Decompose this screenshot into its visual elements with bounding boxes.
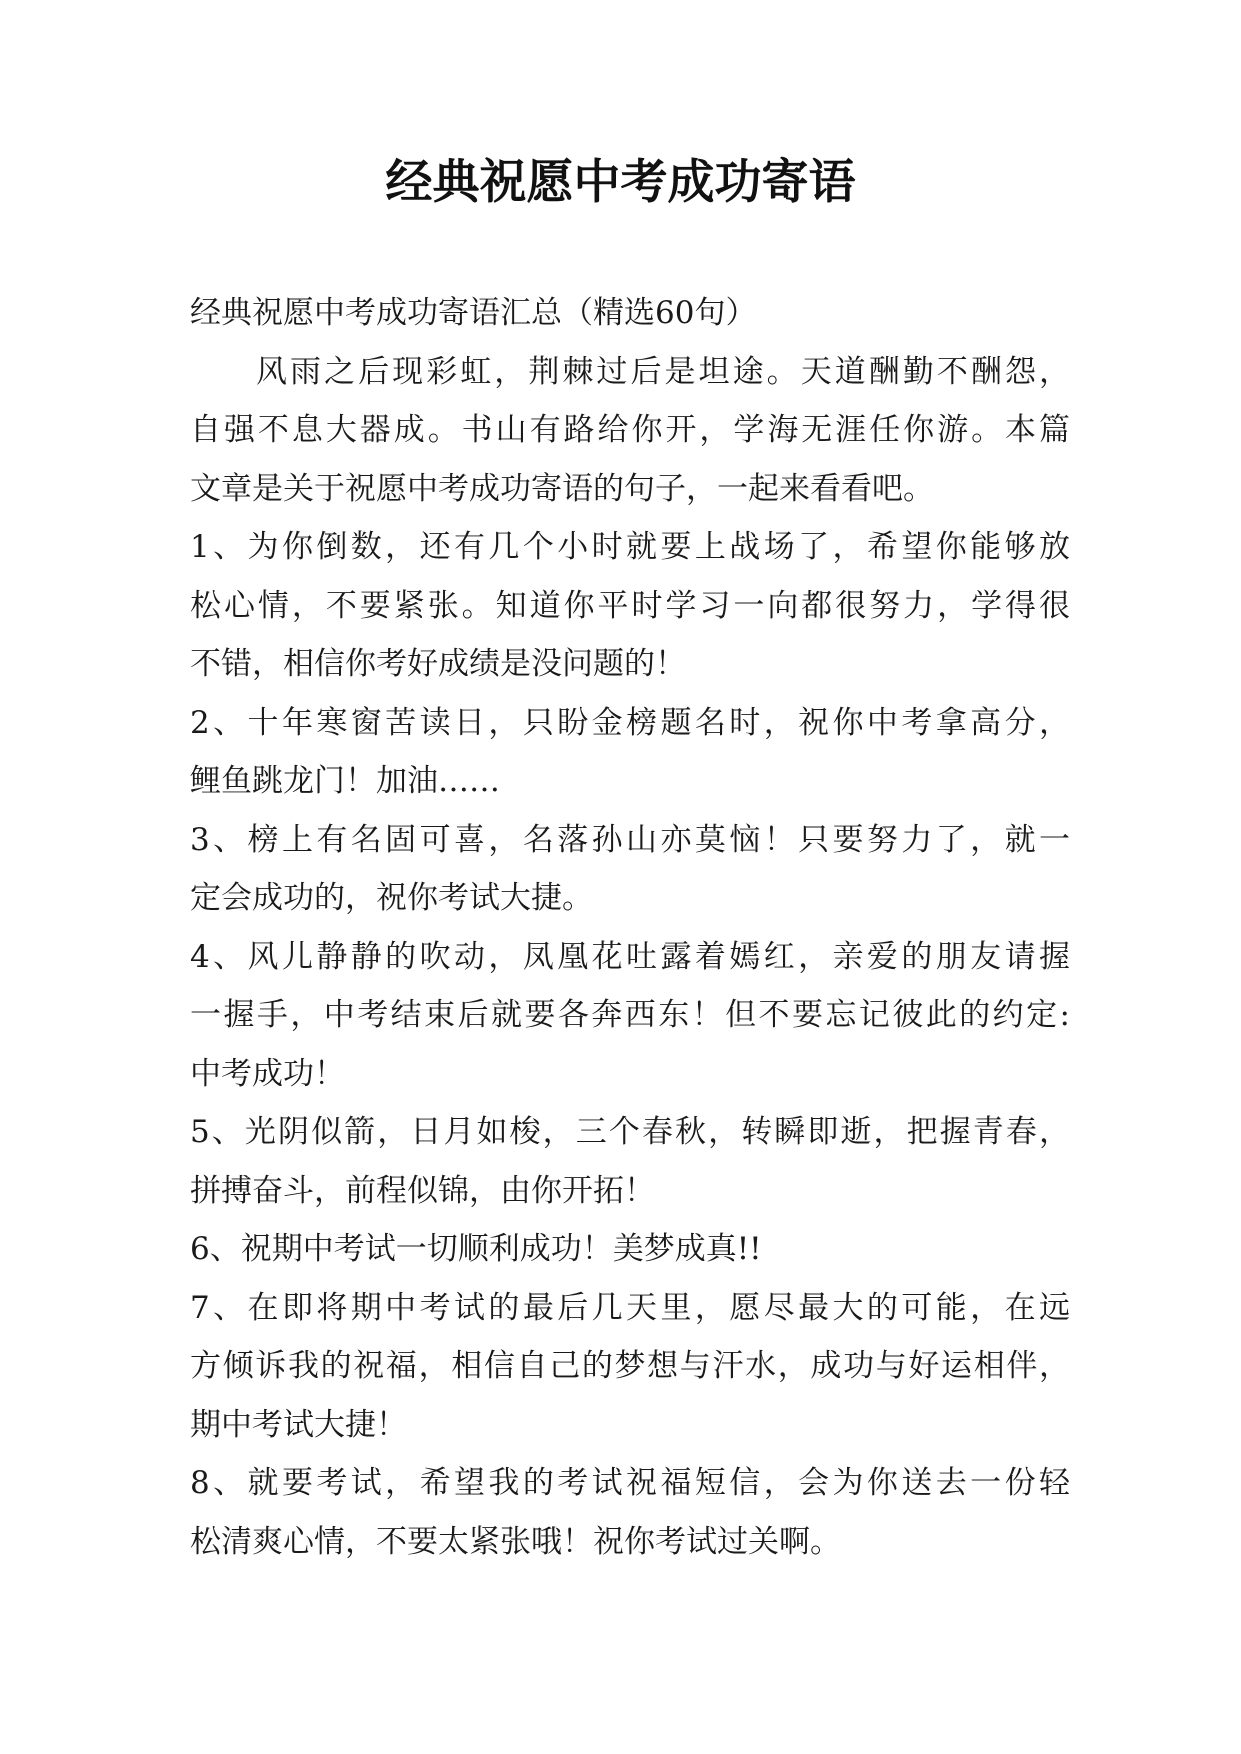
item-line: 一握手，中考结束后就要各奔西东！但不要忘记彼此的约定:	[190, 997, 1070, 1033]
item-line: 5、光阴似箭，日月如梭，三个春秋，转瞬即逝，把握青春，	[190, 1114, 1070, 1150]
item-line: 1、为你倒数，还有几个小时就要上战场了，希望你能够放	[190, 529, 1070, 565]
list-item-4	[190, 928, 1070, 1104]
item-line: 7、在即将期中考试的最后几天里，愿尽最大的可能，在远	[190, 1289, 1070, 1326]
item-line: 2、十年寒窗苦读日，只盼金榜题名时，祝你中考拿高分，	[190, 704, 1070, 741]
intro-paragraph	[190, 343, 1070, 519]
item-line: 3、榜上有名固可喜，名落孙山亦莫恼！只要努力了，就一	[190, 821, 1070, 858]
list-item-2	[190, 694, 1070, 811]
item-line: 8、就要考试，希望我的考试祝福短信，会为你送去一份轻	[190, 1465, 1070, 1501]
document-title: 经典祝愿中考成功寄语	[385, 155, 856, 210]
list-item-5	[190, 1103, 1070, 1220]
list-item-1	[190, 518, 1070, 694]
list-item-6	[190, 1220, 1070, 1279]
document-body	[190, 284, 1070, 1571]
item-line: 期中考试大捷！	[190, 1406, 407, 1443]
item-line: 定会成功的，祝你考试大捷。	[190, 880, 593, 916]
intro-line: 文章是关于祝愿中考成功寄语的句子，一起来看看吧。	[190, 470, 934, 507]
item-line: 松清爽心情，不要太紧张哦！祝你考试过关啊。	[190, 1523, 841, 1560]
intro-line: 风雨之后现彩虹，荆棘过后是坦途。天道酬勤不酬怨，	[256, 353, 1070, 390]
intro-line: 自强不息大器成。书山有路给你开，学海无涯任你游。本篇	[190, 412, 1070, 448]
document-subtitle: 经典祝愿中考成功寄语汇总（精选60句）	[190, 295, 757, 331]
item-line: 拼搏奋斗，前程似锦，由你开拓！	[190, 1172, 655, 1209]
item-line: 4、风儿静静的吹动，凤凰花吐露着嫣红，亲爱的朋友请握	[190, 938, 1070, 975]
item-line: 中考成功！	[190, 1055, 345, 1092]
item-line: 不错，相信你考好成绩是没问题的！	[190, 646, 686, 682]
list-item-7	[190, 1279, 1070, 1455]
item-line: 6、祝期中考试一切顺利成功！美梦成真!!	[190, 1231, 762, 1267]
item-line: 方倾诉我的祝福，相信自己的梦想与汗水，成功与好运相伴，	[190, 1348, 1070, 1384]
item-line: 鲤鱼跳龙门！加油……	[190, 763, 500, 799]
list-item-3	[190, 811, 1070, 928]
item-line: 松心情，不要紧张。知道你平时学习一向都很努力，学得很	[190, 587, 1070, 624]
list-item-8	[190, 1454, 1070, 1571]
